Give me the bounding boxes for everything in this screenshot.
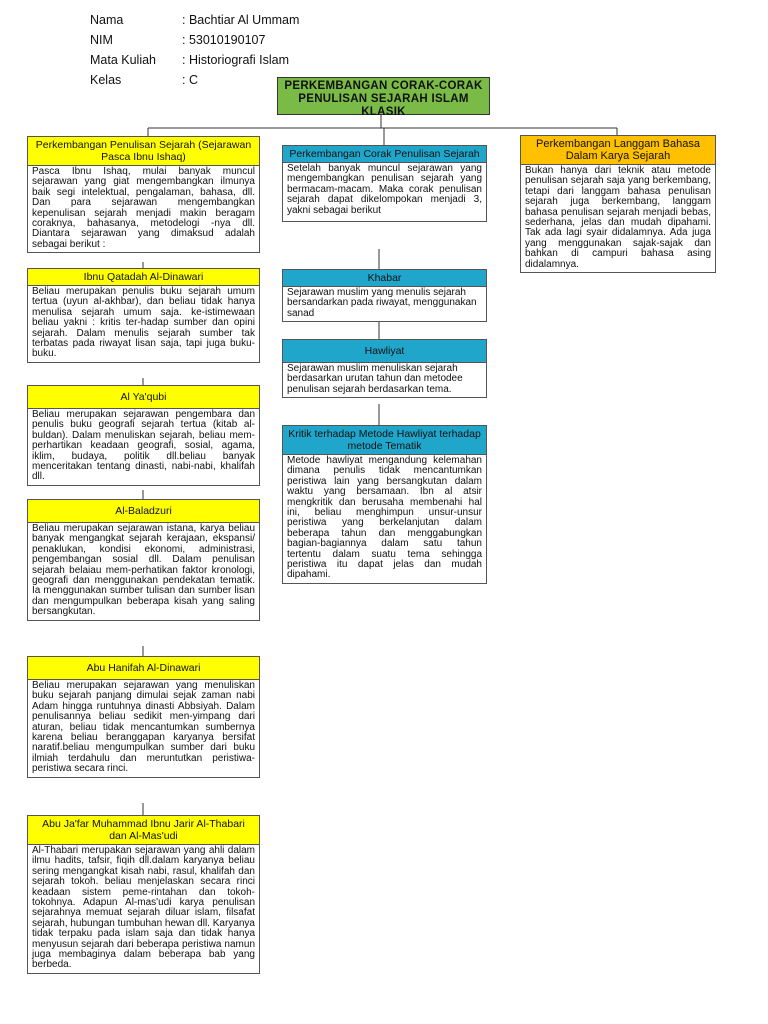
info-row-nim (90, 30, 299, 50)
left-node-al-yaqubi (27, 385, 260, 486)
node-body: Setelah banyak muncul sejarawan yang mengembangkan penulisan sejarah yang bermacam-macam. Maka corak penulisan sejarah dapat dikelompokan menjadi 3, yakni sebagai berikut (282, 163, 487, 222)
info-value: : Bachtiar Al Ummam (182, 10, 299, 30)
info-label: Kelas (90, 73, 122, 87)
left-node-al-baladzuri (27, 499, 260, 621)
node-header: Perkembangan Langgam Bahasa Dalam Karya Sejarah (520, 135, 716, 165)
node-body: Metode hawliyat mengandung kelemahan dimana penulis tidak mencantumkan peristiwa lain yang bersangkutan dalam waktu yang bersamaan. Ibn al atsir mengkritik dan berusaha membenahi hal ini, beliau menghimpun unsur-unsur peristiwa yang berkelanjutan dalam beberapa tahun dan menggabungkan bagian-bagiannya dalam satu tahun tertentu dalam suatu tema sehingga peristiwa itu dapat jelas dan mudah dipahami. (282, 455, 487, 584)
node-body: Beliau merupakan sejarawan pengembara dan penulis buku geografi sejarah tertua (kitab al-buldan). Dalam menuliskan sejarah, beliau mem-perhartikan keadaan geografi, sosial, agama, iklim, budaya, politik dll.beliau banyak menceritakan tentang dinasti, nabi-nabi, khalifah dll. (27, 409, 260, 486)
node-header: Kritik terhadap Metode Hawliyat terhadap metode Tematik (282, 425, 487, 455)
node-body: Bukan hanya dari teknik atau metode penulisan sejarah saja yang berkembang, tetapi dari langgam bahasa penulisan sejarah juga berkembang, langgam bahasa penulisan sejarah menjadi bebas, sederhana, jelas dan mudah dipahami. Tak ada lagi syair didalamnya. Ada juga yang menggunakan sajak-sajak dan bahkan di campuri bahasa asing didalamnya. (520, 165, 716, 273)
node-body: Beliau merupakan penulis buku sejarah umum tertua (uyun al-akhbar), dan beliau tidak hanya menulisa sejarah umum saja. ke-istimewaan beliau yakni : kritis ter-hadap sumber dan opini sejarah. Dalam menulis sejarah sumber tak terbatas pada riwayat lisan saja, tapi juga buku-buku. (27, 286, 260, 363)
node-body: Beliau merupakan sejarawan yang menuliskan buku sejarah panjang dimulai sejak zaman nabi Adam hingga runtuhnya dinasti Abbsiyah. Dalam penulisannya beliau sedikit men-yimpang dari aturan, beliau tidak mencantumkan sumbernya karena beliau beranggapan karyanya bersifat naratif.beliau mengumpulkan sumber dari buku ilmiah terdahulu dan meruntutkan peristiwa-peristiwa secara rinci. (27, 680, 260, 778)
node-body: Beliau merupakan sejarawan istana, karya beliau banyak mengangkat sejarah kerajaan, ekspansi/ penaklukan, kondisi ekonomi, administrasi, pengembangan sosial dll. Dalam penulisan sejarah belaiau mem-perhatikan faktor kronologi, geografi dan menggunakan pendekatan tematik. Ia menggunakan sumber tulisan dan sumber lisan dan mengumpulkan beberapa kisah yang saling bersangkutan. (27, 523, 260, 621)
info-value: : Historiografi Islam (182, 50, 289, 70)
info-value: : C (182, 70, 198, 90)
middle-node-kritik (282, 425, 487, 584)
middle-node-khabar (282, 269, 487, 322)
node-header: Ibnu Qatadah Al-Dinawari (27, 268, 260, 286)
node-header: Hawliyat (282, 339, 487, 363)
info-row-mata-kuliah (90, 50, 299, 70)
student-info (90, 10, 299, 90)
middle-node-hawliyat (282, 339, 487, 398)
node-header: Perkembangan Penulisan Sejarah (Sejarawan Pasca Ibnu Ishaq) (27, 136, 260, 166)
left-node-ibnu-qatadah (27, 268, 260, 363)
info-label: Nama (90, 13, 124, 27)
info-value: : 53010190107 (182, 30, 265, 50)
left-node-al-thabari (27, 815, 260, 974)
info-row-kelas (90, 70, 299, 90)
info-label: NIM (90, 33, 113, 47)
info-row-nama (90, 10, 299, 30)
middle-main-node (282, 145, 487, 222)
diagram-title: PERKEMBANGAN CORAK-CORAK PENULISAN SEJARAH ISLAM KLASIK (277, 77, 490, 115)
node-header: Al-Baladzuri (27, 499, 260, 523)
node-body: Sejarawan muslim menuliskan sejarah berdasarkan urutan tahun dan metodee penulisan sejarah berdasarkan tema. (282, 363, 487, 398)
node-header: Al Ya'qubi (27, 385, 260, 409)
node-body: Pasca Ibnu Ishaq, mulai banyak muncul sejarawan yang giat mengembangkan ilmunya baik segi intelektual, pengalaman, bahasa, dll. Dan para sejarawan mengembangkan kepenulisan sejarah menjadi makin beragam coraknya, bahasanya, metodelogi -nya dll. Diantara sejarawan yang dimaksud adalah sebagai berikut : (27, 166, 260, 253)
node-body: Al-Thabari merupakan sejarawan yang ahli dalam ilmu hadits, tafsir, fiqih dll.dalam karyanya beliau sering mengangkat kisah nabi, rasul, khalifah dan sejarah tokoh. beliau menjelaskan secara rinci keadaan sistem peme-rintahan dan tokoh-tokohnya. Adapun Al-mas'udi karya penulisan sejarahnya memuat sejarah diluar islam, filsafat sejarah, hubungan tumbuhan hewan dll. Karyanya tidak terpaku pada islam saja dan tidak hanya menyusun sejarah dari beberapa peristiwa namun juga membaginya dalam beberapa bab yang berbeda. (27, 845, 260, 974)
left-main-node (27, 136, 260, 253)
info-label: Mata Kuliah (90, 53, 157, 67)
node-header: Perkembangan Corak Penulisan Sejarah (282, 145, 487, 163)
node-header: Abu Ja'far Muhammad Ibnu Jarir Al-Thabari dan Al-Mas'udi (27, 815, 260, 845)
left-node-abu-hanifah (27, 656, 260, 778)
node-body: Sejarawan muslim yang menulis sejarah bersandarkan pada riwayat, menggunakan sanad (282, 287, 487, 322)
node-header: Abu Hanifah Al-Dinawari (27, 656, 260, 680)
right-main-node (520, 135, 716, 273)
node-header: Khabar (282, 269, 487, 287)
